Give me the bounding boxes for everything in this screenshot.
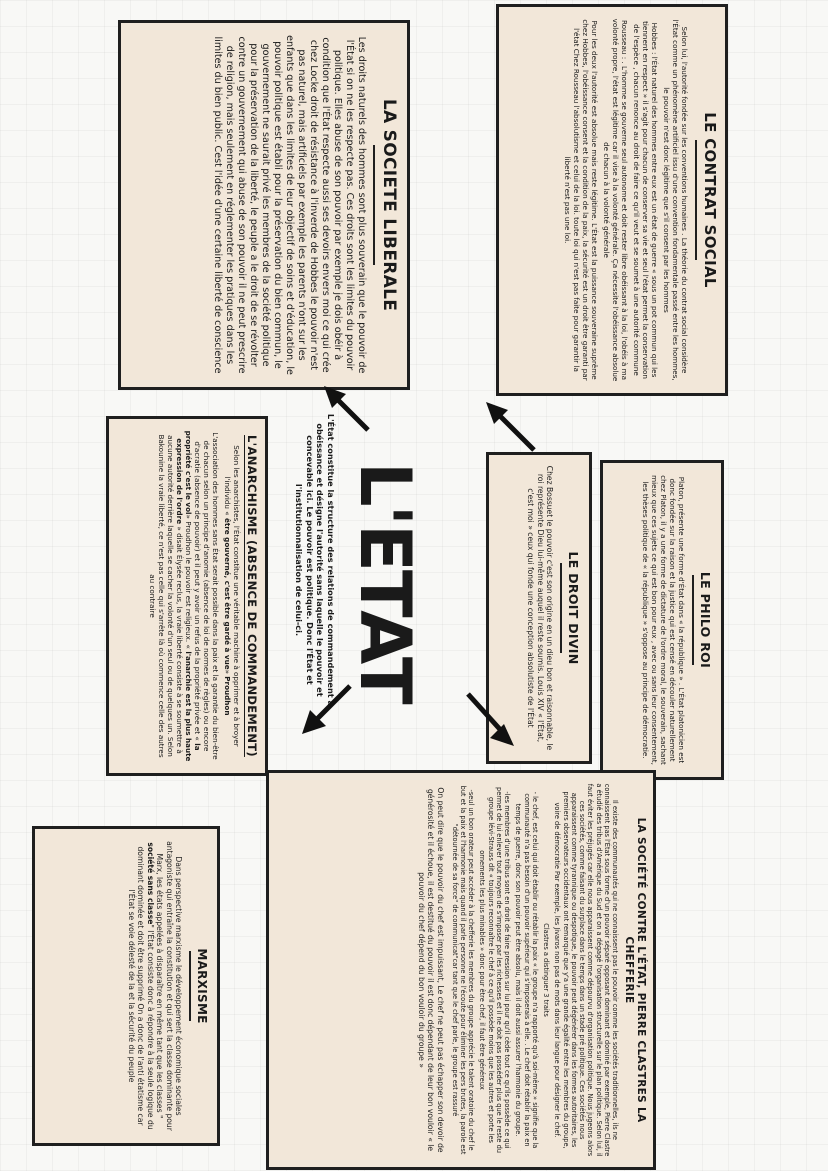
marxisme-title: MARXISME bbox=[195, 948, 209, 1024]
societe-liberale-box bbox=[118, 20, 410, 390]
marxisme-text-a: Dans perspective marxisme le développement économique sociales antagoniste qui entraîne la constitution et qui sert la classe dominante pour Marx, les états appelées à disparaître en même tant que les classes " bbox=[155, 841, 183, 1131]
title-underline bbox=[695, 140, 697, 260]
anarchisme-p2-a: L'association des hommes sans État serait possible dans la paix et la garantie du bien-être de chacun selon un principe d'anomie (absence de loi de normes de règles) ou encore d'acratie (absence de pouvoir) et il peut y avoir un refus de la propriété privée et « bbox=[193, 432, 220, 760]
clastres-p2: Clastres a distinguer 3 traits bbox=[542, 923, 551, 1017]
contrat-social-p3: Rousseau : . L'homme se gouverne seul autonome et doit rester libre obéissant à la loi, l'obéis à ma volonté propre, l'état est légitime car il vise à la volonté générale. Ça nécessite l'obéissance absolue de chacun à la volonté générale bbox=[602, 18, 629, 382]
arrow-to-anarchisme bbox=[298, 676, 358, 740]
anarchisme-proudhon: Proudhon bbox=[223, 676, 232, 716]
contrat-social-p1: Selon lui, l'autorité fondée sur les conventions humaines . La théorie du contrat social considère l'État comme un phénomène artificiel issu d'une convention fondamentale passé entre les hommes, le pouvoir n'est donc légitime que s'il consent par les hommes bbox=[662, 19, 689, 381]
main-title: L'ETAT bbox=[344, 462, 426, 703]
arrow-to-clastres bbox=[458, 684, 518, 754]
societe-liberale-text: Les droits naturels des hommes sont plus souverain que le pouvoir de l'État si on ne les respecte pas. Ces droits sont les limites du pouvoir politique. Elles abuse de son pouvoir par exemple je dois obéir à condition que l'État respecte aussi ses devoirs envers moi ce qui crée chez Locke droit de résistance à l'inverde de Hobbes le pouvoir n'est pas naturel, mais artificiels par exemple les parents n'ont sur les enfants que dans les limites de leur objectif de soins et d'éducation, le pouvoir politique est établi pour la préservation du bien commun, le gouvernement ne saurait privé les membres de la société politique pour la préservation de la liberté, le peuple a le droit de se révolter contre un gouvernement qui abuse de son pouvoir il ne peut prescrire de religion, mais seulement en réglementer les pratiques dans les limites du bien public. Cest l'idée d'une certaine liberté de conscience bbox=[212, 35, 367, 375]
clastres-title: LA SOCIÉTÉ CONTRE L'ÉTAT, PIERRE CLASTRES LA CHEFFERIE bbox=[623, 817, 647, 1123]
droit-divin-title: LE DROIT DIVIN bbox=[566, 551, 581, 665]
title-underline bbox=[373, 145, 375, 265]
title-underline bbox=[189, 951, 191, 1021]
anarchisme-quote-propriete: la propriété c'est le vol bbox=[184, 430, 202, 751]
anarchisme-box bbox=[106, 416, 268, 776]
anarchisme-quote-ordre: l'anarchie est la plus haute expression de l'ordre bbox=[175, 438, 193, 762]
philo-roi-box bbox=[600, 460, 724, 780]
marxisme-text-c: " l'État consiste donc à répondre à la seule logique du dominant dominée et doit être supprimé On a donc de l'anti étatisme car l'État se voie délesté de la et la sécurité du peuple bbox=[126, 846, 155, 1130]
main-description: L'État constitue la structure des relations de commandement à obéissance et désigne l'autorité sans laquelle le pouvoir et concevable ici. Le pouvoir est politique. Donc l'État et l'institutionnalisation de celui-ci. bbox=[294, 413, 336, 707]
title-underline bbox=[560, 563, 562, 653]
clastres-p5: -seul un bon orateur peut accéder à la chefferie les membres du groupe apprécie le talent oratoire du chef le but et la paix et l'harmonie mais quand il parle personne ne l'écoute pour éliminer les pers brutes, la parole est "détournée de sa force" de communicat"car tant que le chef parle, le groupe est rassuré bbox=[450, 785, 476, 1155]
clastres-p4: -les membres d'une tribus sont en droit de faire pression sur lui pour qu'il cède tout ce qu'ils possède ce qui permet de lui enlever tout moyen de s'imposer par les richesses et il ne doit pas posséder plus que le reste du groupe lévi-Strauss dit « toujours reconnaître le chef à ce qu'il possède moins que les autres et porte les ornements les plus minables » donc pour être chef, il faut être généreux bbox=[478, 787, 512, 1153]
philo-roi-text: Platon, présente une forme d'État dans « la république » . L'État platonicien est donc fondée sur la raison et la justice qui est censé en découler naturellement chez Platon, il y a une forme de dictature de l'ordre moral, le souverain, sachant mieux que ces sujets ce qui est bon pour eux , avec ou sans leur consentement, les thèses politique de « la république » s'oppose au principe de démocratie. bbox=[641, 475, 686, 765]
anarchisme-p2-end: » Proudhon le pouvoir est religieux. « bbox=[184, 514, 193, 649]
anarchisme-p1 bbox=[223, 429, 241, 763]
arrow-to-contrat bbox=[482, 396, 542, 460]
anarchisme-quote-gouverne: être gouverné, c'est être gardé à vue bbox=[223, 517, 232, 670]
contrat-social-p4: Pour les deux l'autorité est absolue mais reste légitime. L'État est la puissance souveraine suprême chez Hobbes, l'obéissance consent et la condition de la paix, la sécurité est un droit être garanti par l'état Chez Rousseau l'absolutisme et celui de la loi. toute loi qui n'est pas faite pour garantir la liberté n'est pas une loi. bbox=[563, 19, 599, 381]
clastres-box bbox=[266, 770, 656, 1170]
marxisme-box bbox=[32, 826, 220, 1146]
anarchisme-title: L'ANARCHISME (ABSENCE DE COMMANDEMENT) bbox=[245, 435, 259, 757]
contrat-social-p2: Hobbes : l'État naturel des hommes entre eux est un état de guerre « sous un pot commun qui les tiennent en respect » il s'agit pour chacun de conserver sa vie et seul l'état permet la conservation de l'espèce , chacun renonce au droit de faire ce qu'il veut et se soumet à une autorité commune bbox=[632, 21, 659, 379]
clastres-p1: Il existe des communautés qui ne connaissent pas le pouvoir comme les sociétés traditionnelles, ils ne connaissent pas l'État sous forme d'un pouvoir séparé opposant dominant et dominé par exemple, Pierre Clastre a étudié des tribus d'Amérique du Sud et on a dégagé l'organisation structurelle sur le plan politique. Selon lui, il faut éviter les préjugés car elle nous apparaissent comme dépourvu d'organisation politique. Nous jugeons alors ces sociétés, comme faisant du surplace dans le temps dans un stade pré politique. Ces sociétés nous apparaissent comme tyrannique ou despotique, le pouvoir peut dégénérer dans les formes autoritaires, les premiers observateurs occidentaux ont remarqué que y'a une grande égalité entre les membres du groupe, voire de démocratie Par exemple, les Jivaros non pas de mots dans leur langue pour désigner le chef. bbox=[553, 783, 619, 1157]
title-underline bbox=[692, 575, 694, 665]
clastres-p6: On peut dire que le pouvoir du chef est impuissant, Le chef ne peut pas échapper son devoir de générosité et il échoue, il est destitué du pouvoir il est donc dépendant de leur bon vouloir « le pouvoir du chef dépend du bon vouloir du groupe » bbox=[416, 787, 445, 1153]
marxisme-quote: société sans classe bbox=[145, 842, 155, 925]
arrow-to-liberale bbox=[318, 380, 378, 440]
societe-liberale-title: LA SOCIETE LIBERALE bbox=[379, 98, 399, 312]
anarchisme-p3: » disait Élysée reclus, la vraie liberté consiste à se soumettre à aucune autorité derrière laquelle se cacher la volonté d'un seul ou de quelques un. Selon Bakounine la vraie liberté, ce n'est pas celle qui s'arrête là où commence celle des autres au contraire bbox=[148, 434, 184, 758]
contrat-social-box bbox=[496, 4, 728, 396]
arrow-head bbox=[490, 724, 514, 746]
contrat-social-title: LE CONTRAT SOCIAL bbox=[701, 112, 719, 288]
anarchisme-p2 bbox=[148, 429, 220, 763]
anarchisme-p1-c: » bbox=[223, 669, 232, 677]
clastres-p3: - le chef, est celui qui doit établir ou rétablir la paix « le groupe n'a rapporté qu'à soi-même » signifie que la communauté n'a pas besoin d'un pouvoir supérieur qui s'imposerais à elle. . Le chef doit rétablir la paix en temps de guerre, donc son pouvoir peut être absolu, mais il doit aussi assurer l'harmonie du groupe. bbox=[514, 791, 539, 1149]
philo-roi-title: LE PHILO ROI bbox=[698, 571, 713, 669]
marxisme-text bbox=[126, 839, 183, 1133]
anarchisme-p1-a: Selon les anarchistes, l'État constitue une véritable machine à opprimer et à broyer l'individu « bbox=[223, 445, 241, 747]
droit-divin-text: Chez Bossuet le pouvoir c'est son origine en un dieu bon et raisonnable, le roi représente Dieu lui-même auquel il reste soumis. Louis XIV « l'État, c'est moi » ceux qui fonde une conception absolutiste de l'État bbox=[526, 465, 554, 751]
